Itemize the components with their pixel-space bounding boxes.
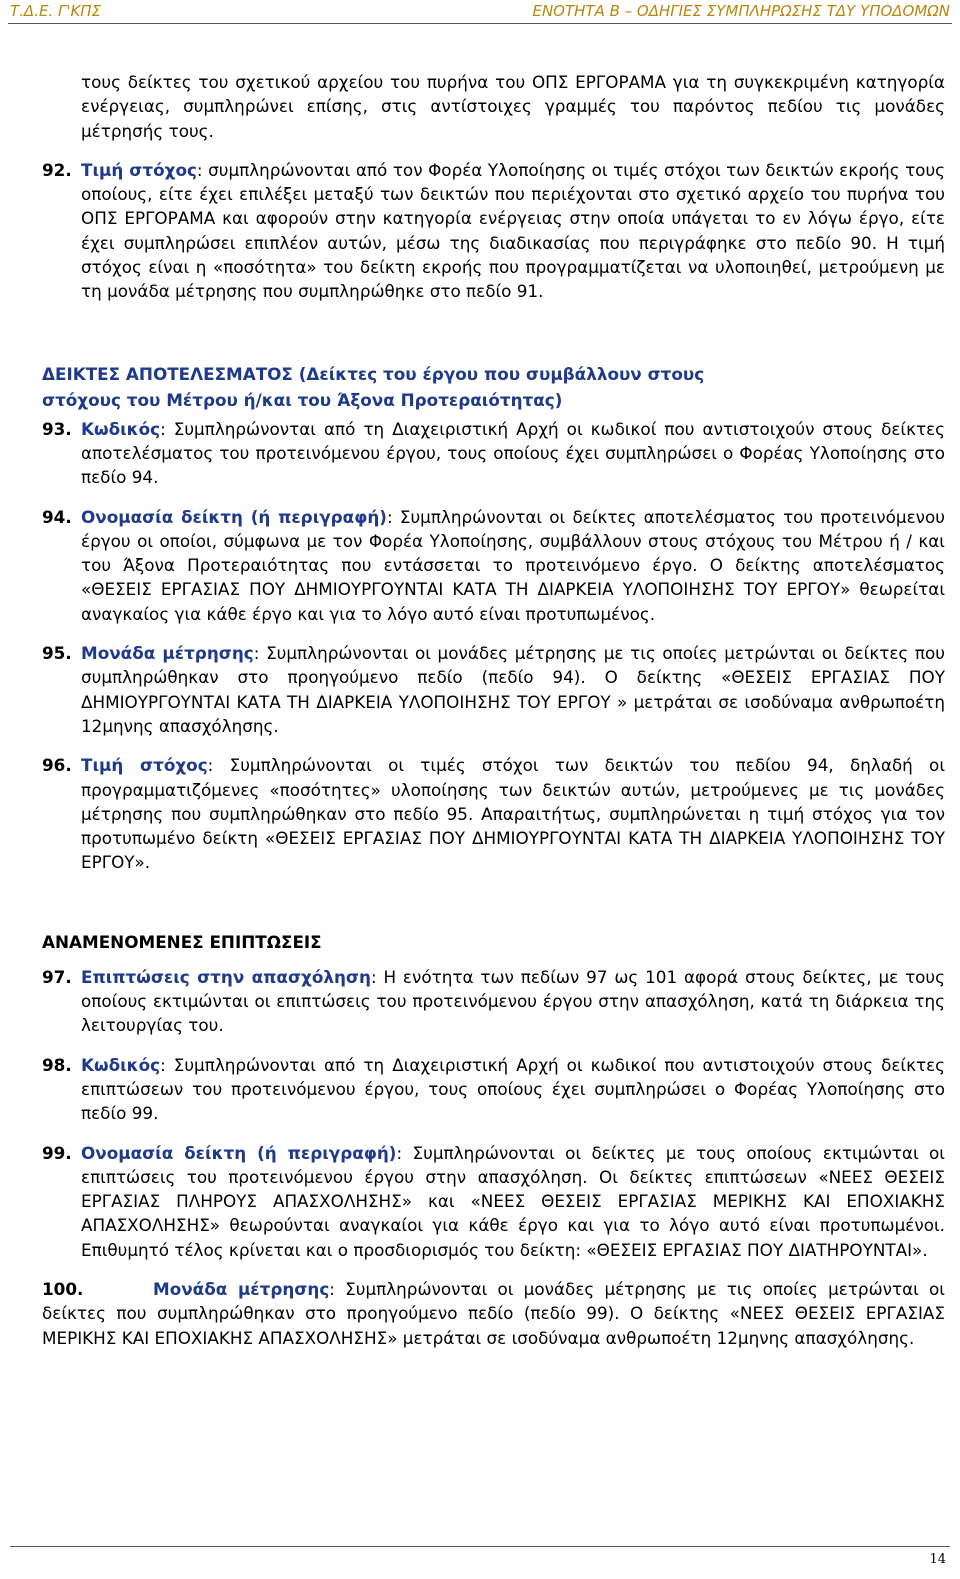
section-heading-line-1: ΔΕΙΚΤΕΣ ΑΠΟΤΕΛΕΣΜΑΤΟΣ (Δείκτες του έργου που συμβάλλουν στους	[42, 363, 705, 384]
field-97	[42, 965, 945, 1038]
field-93	[42, 417, 945, 490]
field-96	[42, 753, 945, 874]
header-left-text: Τ.Δ.Ε. Γ'ΚΠΣ	[10, 2, 102, 20]
field-number: 94.	[42, 506, 72, 527]
footer-divider	[10, 1546, 950, 1547]
field-description: : Συμπληρώνονται οι δείκτες αποτελέσματος του προτεινόμενου έργου οι οποίοι, σύμφωνα με τον Φορέα Υλοποίησης, συμβάλλουν στους στόχους του Μέτρου ή / και του Άξονα Προτεραιότητας που εντάσσεται το προτεινόμενο έργο. Ο δείκτης αποτελέσματος «ΘΕΣΕΙΣ ΕΡΓΑΣΙΑΣ ΠΟΥ ΔΗΜΙΟΥΡΓΟΥΝΤΑΙ ΚΑΤΑ ΤΗ ΔΙΑΡΚΕΙΑ ΥΛΟΠΟΙΗΣΗΣ ΤΟΥ ΕΡΓΟΥ» θεωρείται αναγκαίος για κάθε έργο και για το λόγο αυτό είναι προτυπωμένος.	[81, 506, 945, 624]
field-description: : Συμπληρώνονται από τη Διαχειριστική Αρχή οι κωδικοί που αντιστοιχούν στους δείκτες επιπτώσεων του προτεινόμενου έργου, τους οποίους έχει συμπληρώσει ο Φορέας Υλοποίησης στο πεδίο 99.	[81, 1054, 945, 1124]
field-description: : Συμπληρώνονται οι τιμές στόχοι των δεικτών του πεδίου 94, δηλαδή οι προγραμματιζόμενες «ποσότητες» υλοποίησης των δεικτών αυτών, μετρούμενες με τις μονάδες μέτρησης που συμπληρώθηκαν στο πεδίο 95. Απαραιτήτως, συμπληρώνεται η τιμή στόχος για τον προτυπωμένο δείκτη «ΘΕΣΕΙΣ ΕΡΓΑΣΙΑΣ ΠΟΥ ΔΗΜΙΟΥΡΓΟΥΝΤΑΙ ΚΑΤΑ ΤΗ ΔΙΑΡΚΕΙΑ ΥΛΟΠΟΙΗΣΗΣ ΤΟΥ ΕΡΓΟΥ».	[81, 755, 945, 873]
header-divider	[8, 23, 952, 24]
field-95	[42, 641, 945, 738]
field-number: 98.	[42, 1054, 72, 1075]
field-term: Ονομασία δείκτη (ή περιγραφή)	[81, 1142, 397, 1163]
header-right-text: ΕΝΟΤΗΤΑ Β – ΟΔΗΓΙΕΣ ΣΥΜΠΛΗΡΩΣΗΣ ΤΔΥ ΥΠΟΔΟΜΩΝ	[532, 2, 950, 20]
page-number: 14	[929, 1552, 946, 1567]
intro-paragraph: τους δείκτες του σχετικού αρχείου του πυρήνα του ΟΠΣ ΕΡΓΟΡΑΜΑ για τη συγκεκριμένη κατηγορία ενέργειας, συμπληρώνει επίσης, στις αντίστοιχες γραμμές του παρόντος πεδίου τις μονάδες μέτρησής τους.	[81, 72, 945, 141]
field-description: : συμπληρώνονται από τον Φορέα Υλοποίησης οι τιμές στόχοι των δεικτών εκροής τους οποίους, είτε έχει επιλέξει μεταξύ των δεικτών που περιέχονται στο σχετικό αρχείο του πυρήνα του ΟΠΣ ΕΡΓΟΡΑΜΑ και αφορούν στην κατηγορία ενέργειας στην οποία υπάγεται το εν λόγω έργο, είτε έχει συμπληρώσει επιπλέον αυτών, μέσω της διαδικασίας που περιγράφηκε στο πεδίο 90. Η τιμή στόχος είναι η «ποσότητα» του δείκτη εκροής που προγραμματίζεται να υλοποιηθεί, μετρούμενη με τη μονάδα μέτρησης που συμπληρώθηκε στο πεδίο 91.	[81, 159, 945, 302]
section-heading-result-indicators	[42, 361, 945, 413]
field-92	[42, 158, 945, 304]
field-term: Ονομασία δείκτη (ή περιγραφή)	[81, 506, 387, 527]
field-term: Κωδικός	[81, 418, 161, 439]
field-term: Μονάδα μέτρησης	[81, 643, 254, 664]
field-description: : Συμπληρώνονται οι δείκτες με τους οποίους εκτιμώνται οι επιπτώσεις του προτεινόμενου έργου στην απασχόληση. Οι δείκτες επιπτώσεων «ΝΕΕΣ ΘΕΣΕΙΣ ΕΡΓΑΣΙΑΣ ΠΛΗΡΟΥΣ ΑΠΑΣΧΟΛΗΣΗΣ» και «ΝΕΕΣ ΘΕΣΕΙΣ ΕΡΓΑΣΙΑΣ ΜΕΡΙΚΗΣ ΚΑΙ ΕΠΟΧΙΑΚΗΣ ΑΠΑΣΧΟΛΗΣΗΣ» θεωρούνται αναγκαίοι για κάθε έργο και για το λόγο αυτό είναι προτυπωμένοι. Επιθυμητό τέλος κρίνεται και ο προσδιορισμός του δείκτη: «ΘΕΣΕΙΣ ΕΡΓΑΣΙΑΣ ΠΟΥ ΔΙΑΤΗΡΟΥΝΤΑΙ».	[81, 1142, 945, 1260]
field-description: : Συμπληρώνονται οι μονάδες μέτρησης με τις οποίες μετρώνται οι δείκτες που συμπληρώθηκαν στο προηγούμενο πεδίο (πεδίο 99). Ο δείκτης «ΝΕΕΣ ΘΕΣΕΙΣ ΕΡΓΑΣΙΑΣ ΜΕΡΙΚΗΣ ΚΑΙ ΕΠΟΧΙΑΚΗΣ ΑΠΑΣΧΟΛΗΣΗΣ» μετράται σε ισοδύναμα ανθρωποέτη 12μηνης απασχόλησης.	[42, 1278, 945, 1348]
field-description: : Η ενότητα των πεδίων 97 ως 101 αφορά στους δείκτες, με τους οποίους εκτιμώνται οι επιπτώσεις του προτεινόμενου έργου στην απασχόληση, κατά τη διάρκεια της λειτουργίας του.	[81, 966, 945, 1036]
page-header	[0, 0, 960, 22]
field-number: 99.	[42, 1142, 72, 1163]
field-term: Τιμή στόχος	[81, 755, 208, 776]
field-term: Τιμή στόχος	[81, 159, 197, 180]
document-body	[42, 70, 945, 1350]
field-term: Μονάδα μέτρησης	[153, 1278, 330, 1299]
field-100	[42, 1277, 945, 1350]
field-98	[42, 1053, 945, 1126]
field-99	[42, 1141, 945, 1262]
field-number: 92.	[42, 159, 72, 180]
field-number: 100.	[42, 1278, 84, 1299]
field-number: 93.	[42, 418, 72, 439]
field-term: Επιπτώσεις στην απασχόληση	[81, 966, 371, 987]
field-description: : Συμπληρώνονται από τη Διαχειριστική Αρχή οι κωδικοί που αντιστοιχούν στους δείκτες αποτελέσματος του προτεινόμενου έργου, τους οποίους έχει συμπληρώσει ο Φορέας Υλοποίησης στο πεδίο 94.	[81, 418, 945, 488]
field-description: : Συμπληρώνονται οι μονάδες μέτρησης με τις οποίες μετρώνται οι δείκτες που συμπληρώθηκαν στο προηγούμενο πεδίο (πεδίο 94). Ο δείκτης «ΘΕΣΕΙΣ ΕΡΓΑΣΙΑΣ ΠΟΥ ΔΗΜΙΟΥΡΓΟΥΝΤΑΙ ΚΑΤΑ ΤΗ ΔΙΑΡΚΕΙΑ ΥΛΟΠΟΙΗΣΗΣ ΤΟΥ ΕΡΓΟΥ » μετράται σε ισοδύναμα ανθρωπoέτη 12μηνης απασχόλησης.	[81, 643, 945, 736]
section-heading-expected-impacts: ΑΝΑΜΕΝΟΜΕΝΕΣ ΕΠΙΠΤΩΣΕΙΣ	[42, 931, 322, 952]
field-number: 95.	[42, 643, 72, 664]
section-heading-line-2: στόχους του Μέτρου ή/και του Άξονα Προτεραιότητας)	[42, 389, 563, 410]
field-number: 97.	[42, 966, 72, 987]
field-94	[42, 505, 945, 626]
field-number: 96.	[42, 755, 72, 776]
field-term: Κωδικός	[81, 1054, 161, 1075]
